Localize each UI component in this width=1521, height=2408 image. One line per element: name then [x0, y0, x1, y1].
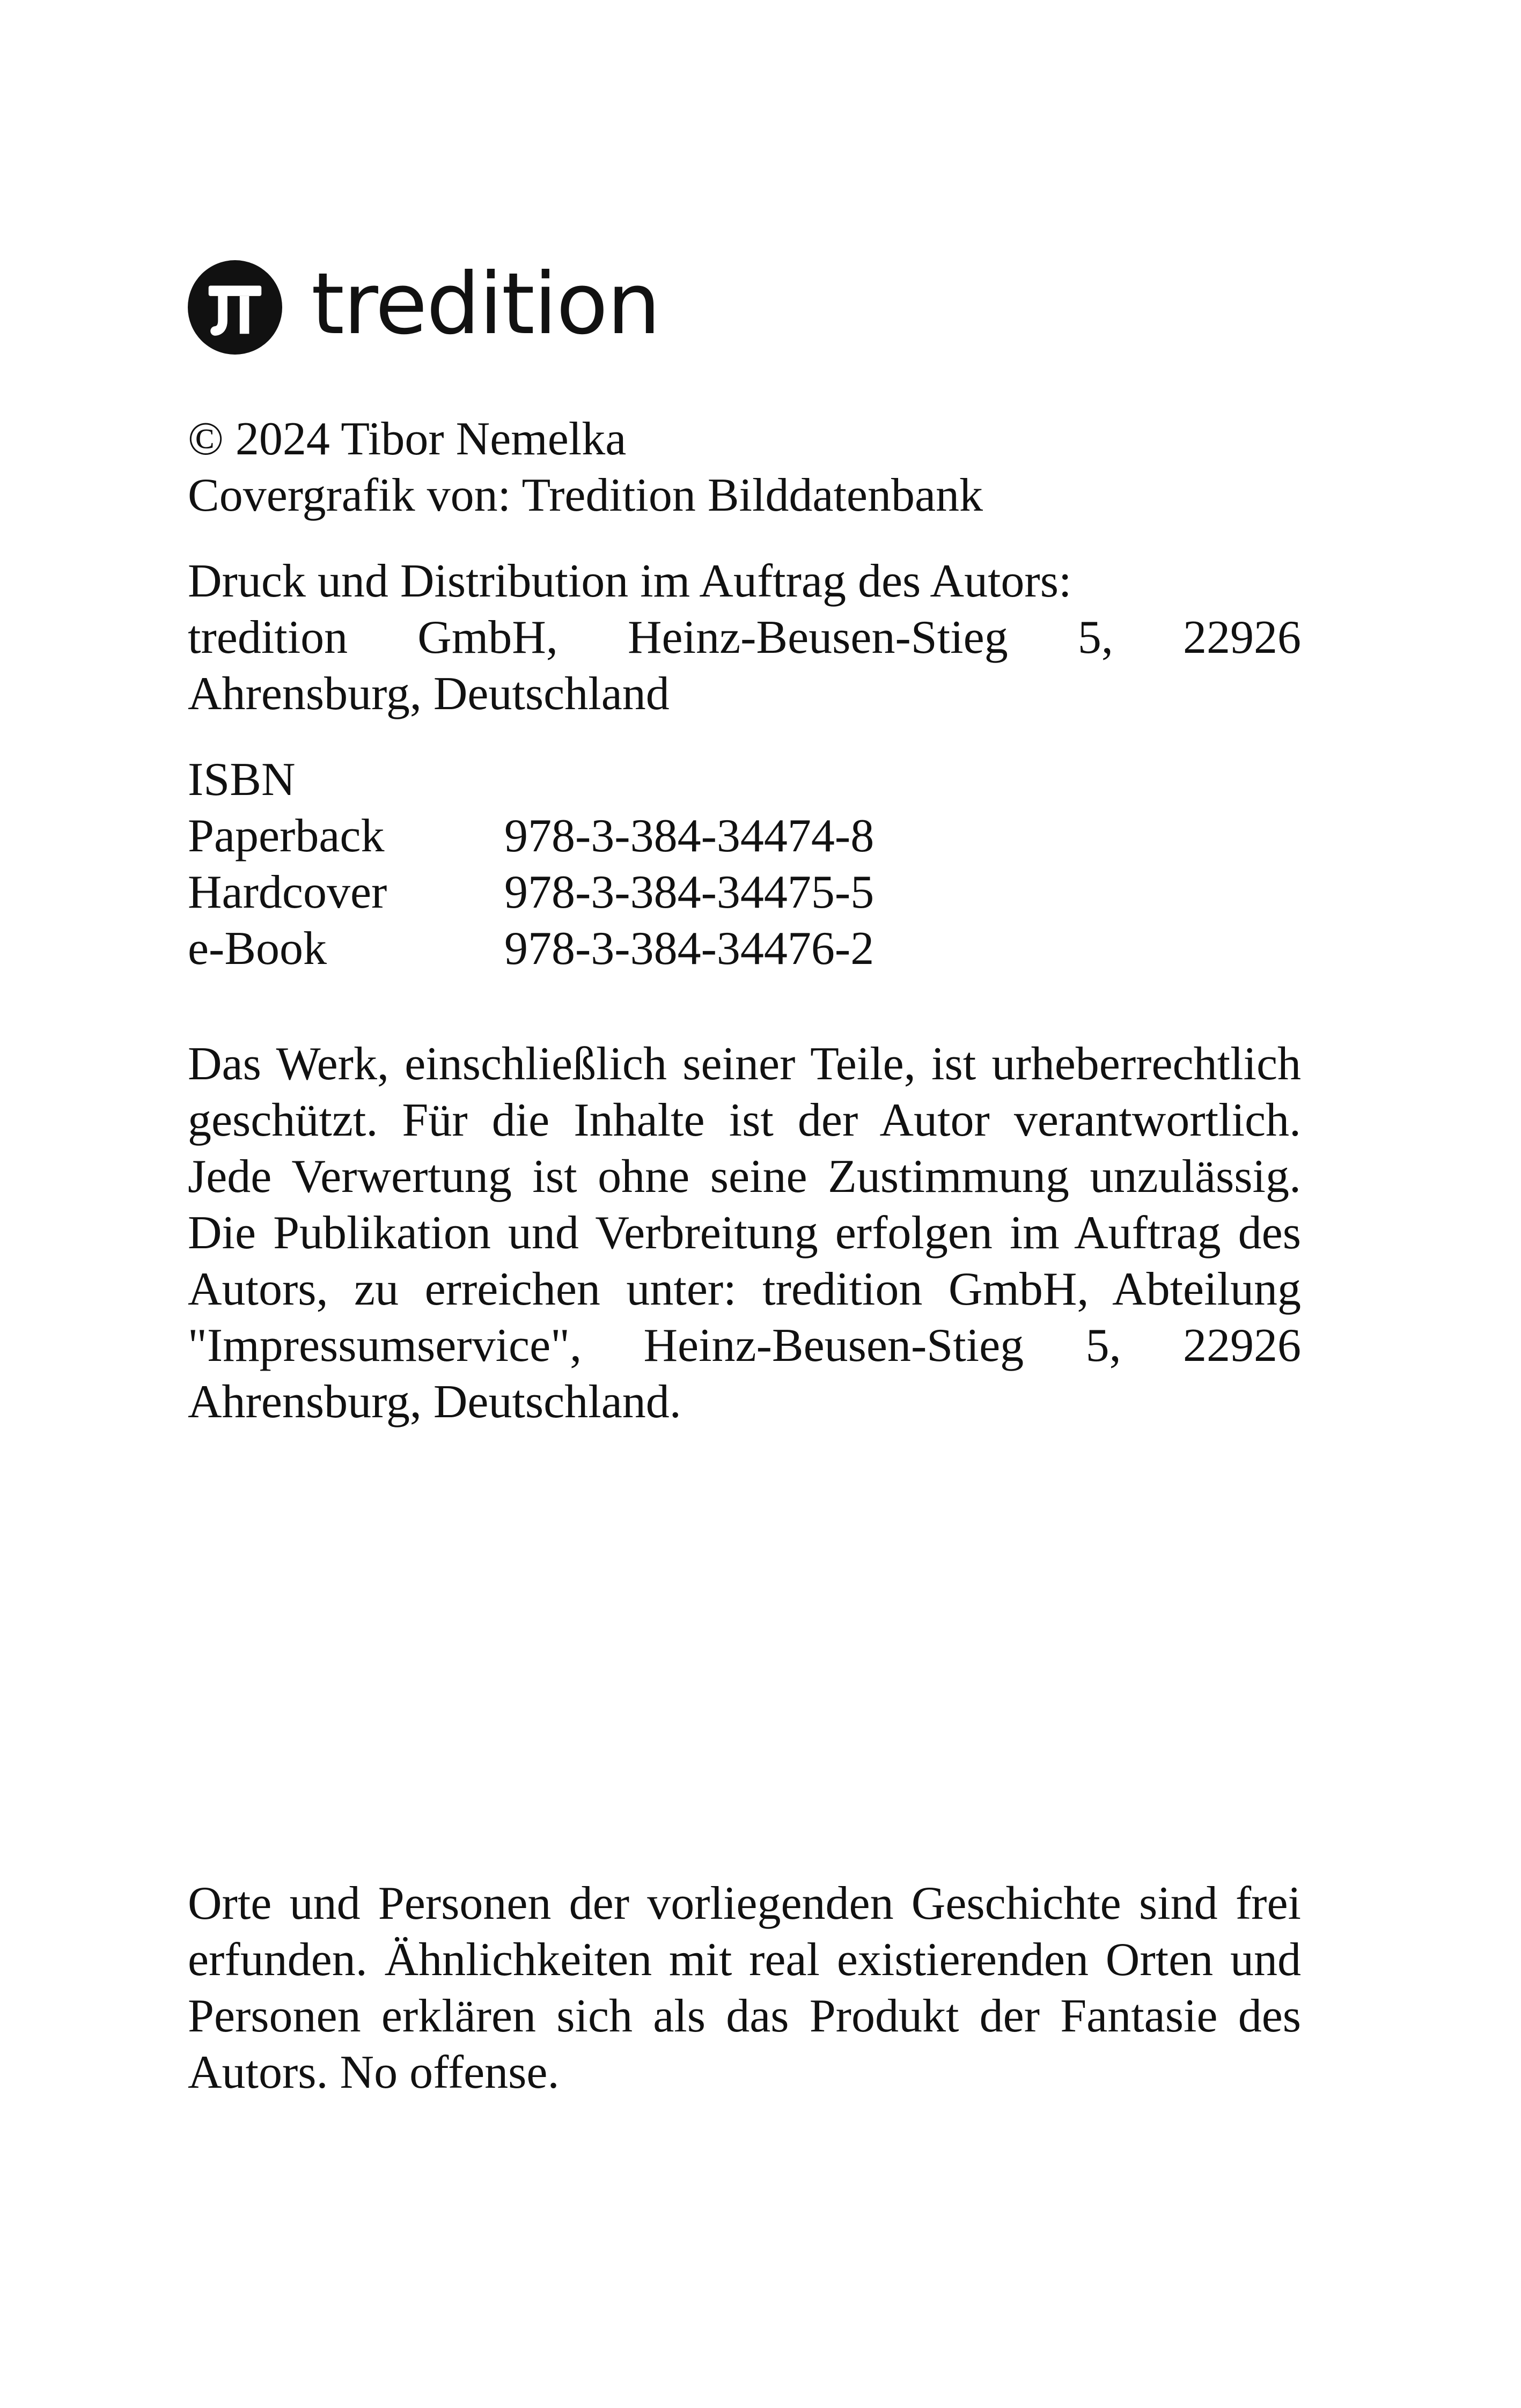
copyright-line: © 2024 Tibor Nemelka — [188, 413, 627, 465]
isbn-row-paperback — [188, 808, 1301, 864]
cover-credit: Covergrafik von: Tredition Bilddatenbank — [188, 469, 983, 521]
distribution-block — [188, 553, 1301, 722]
isbn-title: ISBN — [188, 754, 296, 806]
isbn-block — [188, 752, 1301, 977]
publisher-logo — [188, 255, 660, 356]
tredition-logo-icon — [188, 260, 282, 355]
legal-block — [188, 1036, 1301, 1430]
isbn-format: e-Book — [188, 923, 327, 975]
isbn-number: 978-3-384-34476-2 — [504, 923, 875, 975]
isbn-number: 978-3-384-34475-5 — [504, 866, 875, 918]
isbn-format: Hardcover — [188, 866, 387, 918]
legal-notice: Das Werk, einschließlich seiner Teile, ist urheberrechtlich geschützt. Für die Inhalte ist der Autor verantwortlich. Jede Verwertung ist ohne seine Zustimmung unzulässig. Die Publikation und Verbreitung erfolgen im Auftrag des Autors, zu erreichen unter: tredition GmbH, Abteilung "Impressumservice", Heinz-Beusen-Stieg 5, 22926 Ahrensburg, Deutschland. — [188, 1038, 1301, 1428]
distribution-address: tredition GmbH, Heinz-Beusen-Stieg 5, 22926 Ahrensburg, Deutschland — [188, 612, 1301, 720]
copyright-block — [188, 411, 1301, 524]
fiction-disclaimer: Orte und Personen der vorliegenden Geschichte sind frei erfunden. Ähnlichkeiten mit real existierenden Orten und Personen erklären sich als das Produkt der Fantasie des Autors. No offense. — [188, 1877, 1301, 2098]
imprint-page — [188, 0, 1301, 2408]
isbn-number: 978-3-384-34474-8 — [504, 810, 875, 862]
distribution-heading: Druck und Distribution im Auftrag des Autors: — [188, 555, 1072, 607]
isbn-row-ebook — [188, 921, 1301, 977]
isbn-format: Paperback — [188, 810, 385, 862]
logo-wordmark: tredition — [311, 255, 660, 354]
disclaimer-block — [188, 1875, 1301, 2101]
isbn-row-hardcover — [188, 864, 1301, 921]
